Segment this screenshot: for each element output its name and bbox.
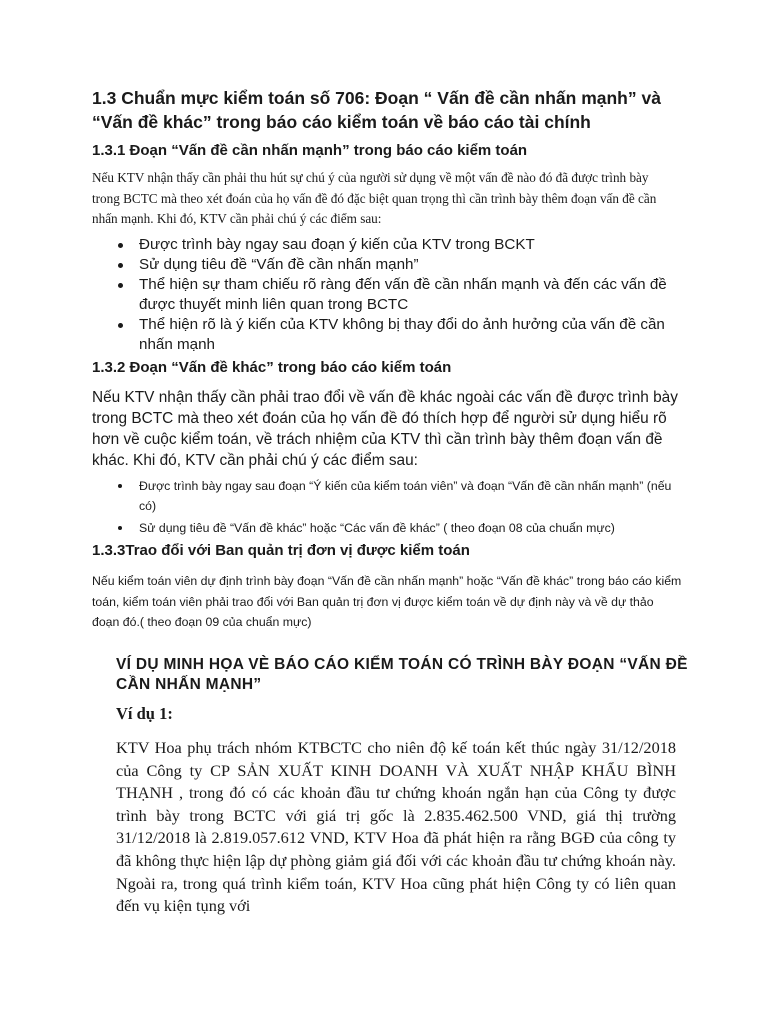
emphasis-intro: Nếu KTV nhận thấy cần phải thu hút sự chú ý của người sử dụng về một vấn đề nào đó đã được trình bày trong BCTC mà theo xét đoán của họ vấn đề đó đặc biệt quan trọng thì cần trình bày thêm đoạn vấn đề cần nhấn mạnh. Khi đó, KTV cần phải chú ý các điểm sau: <box>92 170 657 226</box>
list-item: Sử dụng tiêu đề “Vấn đề khác” hoặc “Các vấn đề khác” ( theo đoạn 08 của chuẩn mực) <box>116 518 676 538</box>
emphasis-bullet-list <box>116 235 676 355</box>
other-matter-heading: 1.3.2 Đoạn “Vấn đề khác” trong báo cáo kiểm toán <box>92 359 452 376</box>
list-item: Thể hiện sự tham chiếu rõ ràng đến vấn đề cần nhấn mạnh và đến các vấn đề được thuyết minh liên quan trong BCTC <box>116 275 676 315</box>
example-body: KTV Hoa phụ trách nhóm KTBCTC cho niên độ kế toán kết thúc ngày 31/12/2018 của Công ty CP SẢN XUẤT KINH DOANH VÀ XUẤT NHẬP KHẨU BÌNH THẠNH , trong đó có các khoản đầu tư chứng khoán ngắn hạn của Công ty được trình bày trong BCTC với giá trị gốc là 2.835.462.500 VND, giá thị trường 31/12/2018 là 2.819.057.612 VND, KTV Hoa đã phát hiện ra rằng BGĐ của công ty đã không thực hiện lập dự phòng giảm giá đối với các khoản đầu tư chứng khoán này. Ngoài ra, trong quá trình kiểm toán, KTV Hoa cũng phát hiện Công ty có liên quan đến vụ kiện tụng với <box>116 738 676 916</box>
emphasis-heading: 1.3.1 Đoạn “Vấn đề cần nhấn mạnh” trong báo cáo kiểm toán <box>92 142 528 159</box>
bullet-icon <box>118 283 123 288</box>
bullet-icon <box>118 323 123 328</box>
example-label: Ví dụ 1: <box>116 704 173 723</box>
list-item: Được trình bày ngay sau đoạn ý kiến của KTV trong BCKT <box>116 235 676 255</box>
bullet-icon <box>118 484 122 488</box>
list-item: Sử dụng tiêu đề “Vấn đề cần nhấn mạnh” <box>116 255 676 275</box>
other-matter-bullet-list <box>116 476 676 538</box>
list-item: Được trình bày ngay sau đoạn “Ý kiến của kiểm toán viên” và đoạn “Vấn đề cần nhấn mạnh” (nếu có) <box>116 476 676 516</box>
list-item: Thể hiện rõ là ý kiến của KTV không bị thay đổi do ảnh hưởng của vấn đề cần nhấn mạnh <box>116 315 676 355</box>
bullet-icon <box>118 263 123 268</box>
section-title: 1.3 Chuẩn mực kiểm toán số 706: Đoạn “ Vấn đề cần nhấn mạnh” và “Vấn đề khác” trong báo cáo kiểm toán về báo cáo tài chính <box>92 88 661 132</box>
bullet-icon <box>118 526 122 530</box>
governance-body: Nếu kiểm toán viên dự định trình bày đoạn “Vấn đề cần nhấn mạnh” hoặc “Vấn đề khác” trong báo cáo kiểm toán, kiểm toán viên phải trao đổi với Ban quản trị đơn vị được kiểm toán về dự định này và về dự thảo đoạn đó.( theo đoạn 09 của chuẩn mực) <box>92 574 682 629</box>
governance-heading: 1.3.3Trao đổi với Ban quản trị đơn vị được kiểm toán <box>92 542 470 559</box>
bullet-icon <box>118 243 123 248</box>
example-heading: VÍ DỤ MINH HỌA VÈ BÁO CÁO KIỂM TOÁN CÓ TRÌNH BÀY ĐOẠN “VẤN ĐỀ CẦN NHẤN MẠNH” <box>116 656 688 693</box>
other-matter-intro: Nếu KTV nhận thấy cần phải trao đổi về vấn đề khác ngoài các vấn đề được trình bày trong BCTC mà theo xét đoán của họ vấn đề đó thích hợp để người sử dụng hiểu rõ hơn về cuộc kiểm toán, về trách nhiệm của KTV thì cần trình bày thêm đoạn vấn đề khác. Khi đó, KTV cần phải chú ý các điểm sau: <box>92 389 678 469</box>
